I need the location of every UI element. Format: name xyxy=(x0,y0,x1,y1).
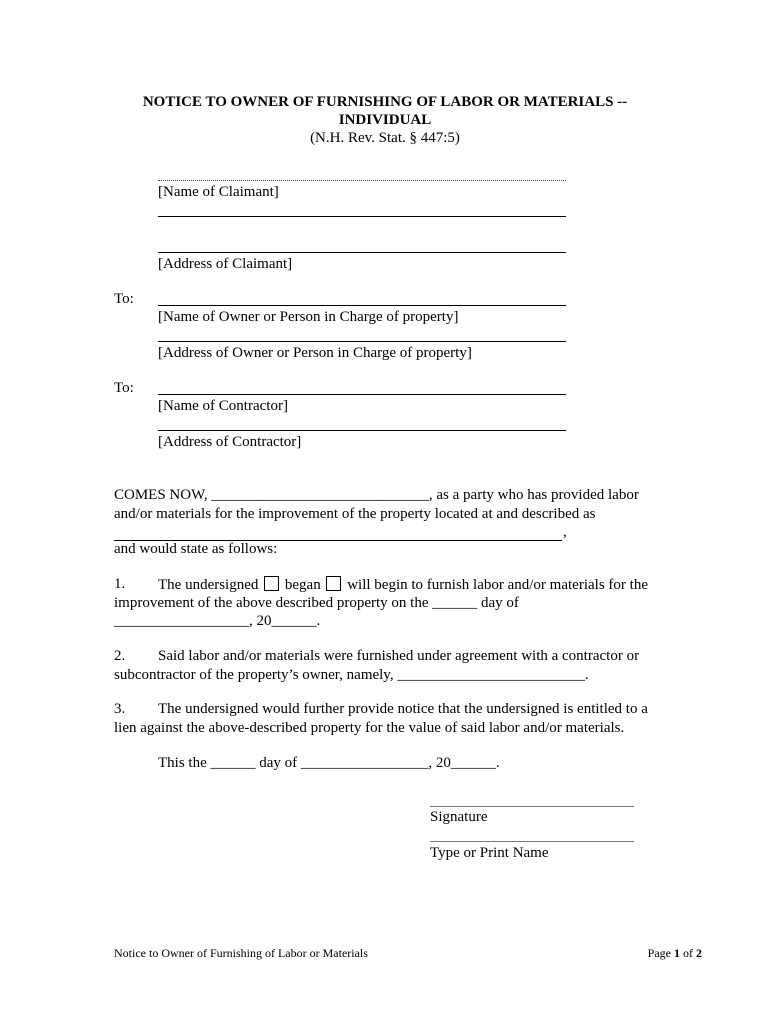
item-2-number: 2. xyxy=(114,648,126,664)
contractor-address-label: [Address of Contractor] xyxy=(158,434,302,450)
page-prefix: Page xyxy=(647,946,674,960)
owner-to-label: To: xyxy=(114,291,134,307)
will-begin-checkbox[interactable] xyxy=(326,576,341,591)
began-checkbox[interactable] xyxy=(264,576,279,591)
body-line-4: and would state as follows: xyxy=(114,541,278,557)
property-description-comma: , xyxy=(563,524,567,540)
item-3-line-1: The undersigned would further provide notice that the undersigned is entitled to a xyxy=(158,701,648,717)
comes-now-prefix: COMES NOW, xyxy=(114,487,212,503)
page-total: 2 xyxy=(696,946,702,960)
print-name-line[interactable] xyxy=(430,841,634,842)
comes-now-suffix: , as a party who has provided labor xyxy=(428,487,639,503)
item-3-number: 3. xyxy=(114,701,126,717)
page-indicator xyxy=(648,946,702,961)
claimant-name-line[interactable] xyxy=(158,180,566,181)
claimant-name-label: [Name of Claimant] xyxy=(158,184,279,200)
item-1-line-1 xyxy=(158,576,648,594)
comes-now-party-blank[interactable]: _____________________________ xyxy=(211,487,429,503)
contractor-address-line[interactable] xyxy=(158,430,566,431)
print-name-label: Type or Print Name xyxy=(430,845,549,861)
item-2-line-2[interactable]: subcontractor of the property’s owner, namely, _________________________. xyxy=(114,667,589,683)
item-1-text-a: The undersigned xyxy=(158,577,259,593)
signature-line[interactable] xyxy=(430,806,634,807)
owner-address-line[interactable] xyxy=(158,341,566,342)
document-title-line-1: NOTICE TO OWNER OF FURNISHING OF LABOR OR MATERIALS -- xyxy=(142,94,628,110)
statute-reference: (N.H. Rev. Stat. § 447:5) xyxy=(310,130,460,146)
document-title-line-2: INDIVIDUAL xyxy=(338,112,432,128)
claimant-address-line-2[interactable] xyxy=(158,252,566,253)
page-current: 1 xyxy=(674,946,680,960)
contractor-name-label: [Name of Contractor] xyxy=(158,398,288,414)
contractor-name-line[interactable] xyxy=(158,394,566,395)
item-1-line-3[interactable]: __________________, 20______. xyxy=(114,613,321,629)
began-label: began xyxy=(284,577,321,593)
contractor-to-label: To: xyxy=(114,380,134,396)
signature-label: Signature xyxy=(430,809,488,825)
item-2-line-1: Said labor and/or materials were furnished under agreement with a contractor or xyxy=(158,648,640,664)
item-1-line-2: improvement of the above described property on the ______ day of xyxy=(114,595,519,611)
comes-now-line xyxy=(114,487,639,504)
body-line-2: and/or materials for the improvement of the property located at and described as xyxy=(114,506,596,522)
claimant-address-label: [Address of Claimant] xyxy=(158,256,293,272)
page-of: of xyxy=(680,946,696,960)
owner-name-line[interactable] xyxy=(158,305,566,306)
claimant-address-line-1[interactable] xyxy=(158,216,566,217)
item-1-text-b: will begin to furnish labor and/or materials for the xyxy=(347,577,648,593)
item-3-line-2: lien against the above-described property for the value of said labor and/or materials. xyxy=(114,720,625,736)
owner-name-label: [Name of Owner or Person in Charge of property] xyxy=(158,309,459,325)
footer-document-title: Notice to Owner of Furnishing of Labor or Materials xyxy=(114,946,368,960)
date-line[interactable]: This the ______ day of _________________, 20______. xyxy=(158,755,500,771)
item-1-number: 1. xyxy=(114,576,126,592)
owner-address-label: [Address of Owner or Person in Charge of property] xyxy=(158,345,472,361)
